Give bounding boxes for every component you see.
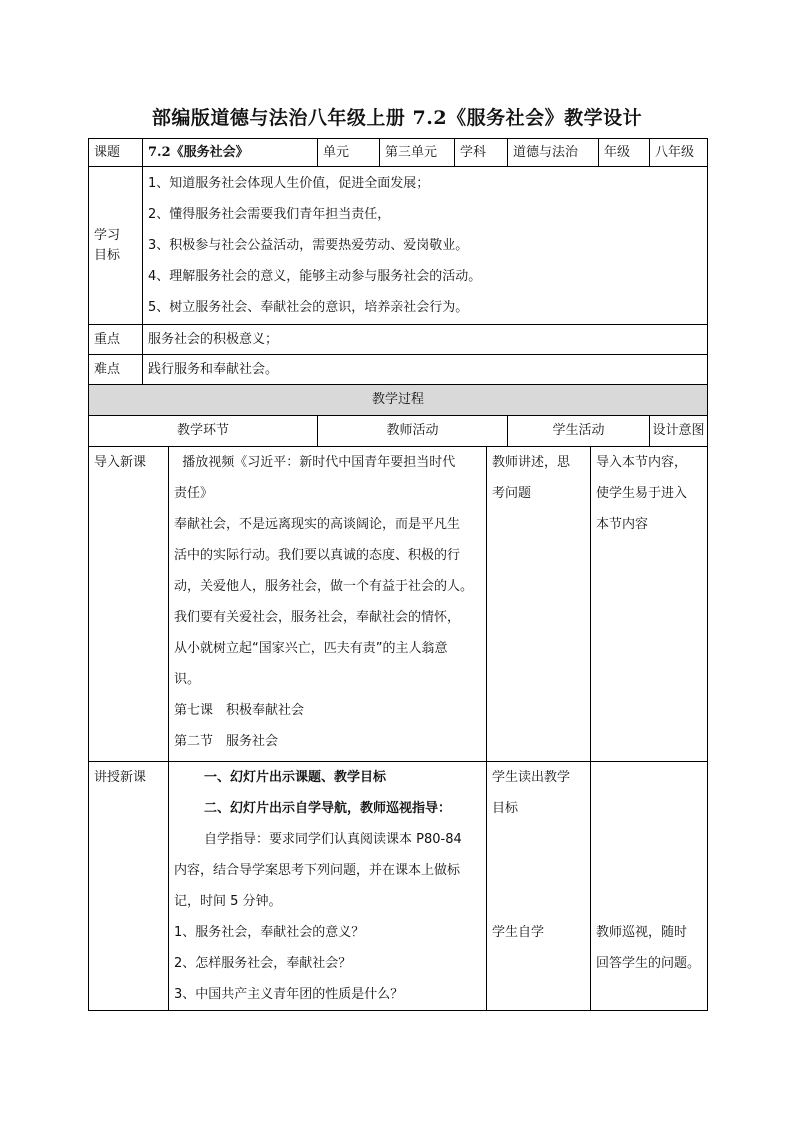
text-line: 二、幻灯片出示自学导航，教师巡视指导： (204, 801, 452, 816)
text-line: 动，关爱他人，服务社会，做一个有益于社会的人。 (174, 579, 474, 594)
dan-yuan-value: 第三单元 (380, 139, 455, 167)
xue-ke-value: 道德与法治 (508, 139, 599, 167)
objective-item: 5、树立服务社会、奉献社会的意识，培养亲社会行为。 (148, 300, 469, 315)
objectives-label (89, 167, 143, 325)
text-line: 内容，结合导学案思考下列问题，并在课本上做标 (174, 863, 461, 878)
objectives-row (89, 167, 708, 325)
intro-teacher-activity (169, 447, 487, 762)
text-line: 目标 (492, 801, 519, 816)
ke-ti-value: 7.2《服务社会》 (143, 139, 318, 167)
text-line: 识。 (174, 672, 201, 687)
col-header-intent: 设计意图 (650, 416, 708, 447)
text-line: 2、怎样服务社会，奉献社会？ (174, 956, 352, 971)
dan-yuan-label: 单元 (318, 139, 380, 167)
intro-student-activity (487, 447, 591, 762)
text-line: 学生自学 (492, 925, 545, 940)
objectives-label-line2: 目标 (94, 247, 121, 263)
col-header-student: 学生活动 (508, 416, 650, 447)
text-line: 考问题 (492, 486, 532, 501)
col-header-stage: 教学环节 (89, 416, 318, 447)
col-header-teacher: 教师活动 (318, 416, 508, 447)
text-line: 使学生易于进入 (596, 486, 688, 501)
text-line: 第二节 服务社会 (174, 734, 279, 749)
lecture-stage: 讲授新课 (89, 762, 169, 1011)
process-table (88, 446, 708, 1011)
lecture-teacher-activity (169, 762, 487, 1011)
objective-item: 4、理解服务社会的意义，能够主动参与服务社会的活动。 (148, 269, 482, 284)
text-line: 记，时间 5 分钟。 (174, 894, 282, 909)
key-point-row (89, 325, 708, 355)
objective-item: 1、知道服务社会体现人生价值，促进全面发展； (148, 176, 430, 191)
lecture-row (89, 762, 708, 1011)
text-line: 教师讲述，思 (492, 455, 571, 470)
ke-ti-label: 课题 (89, 139, 143, 167)
text-line: 活中的实际行动。我们要以真诚的态度、积极的行 (174, 548, 461, 563)
difficulty-value: 践行服务和奉献社会。 (143, 355, 708, 385)
header-row (89, 139, 708, 167)
difficulty-row (89, 355, 708, 385)
text-line: 我们要有关爱社会，服务社会，奉献社会的情怀， (174, 610, 461, 625)
text-line: 学生读出教学 (492, 770, 571, 785)
intro-row (89, 447, 708, 762)
intro-stage: 导入新课 (89, 447, 169, 762)
key-point-value: 服务社会的积极意义； (143, 325, 708, 355)
text-line: 教师巡视，随时 (596, 925, 688, 940)
text-line: 回答学生的问题。 (596, 956, 701, 971)
text-line: 第七课 积极奉献社会 (174, 703, 305, 718)
lecture-student-activity (487, 762, 591, 1011)
process-title-row (89, 385, 708, 416)
column-header-row (89, 416, 708, 447)
nian-ji-value: 八年级 (650, 139, 708, 167)
text-line: 1、服务社会，奉献社会的意义？ (174, 925, 365, 940)
text-line: 奉献社会，不是远离现实的高谈阔论，而是平凡生 (174, 517, 461, 532)
text-line: 3、中国共产主义青年团的性质是什么？ (174, 987, 404, 1002)
intro-design-intent (591, 447, 708, 762)
objective-item: 3、积极参与社会公益活动，需要热爱劳动、爱岗敬业。 (148, 238, 469, 253)
lesson-plan-table (88, 138, 708, 447)
text-line: 本节内容 (596, 517, 649, 532)
document-title: 部编版道德与法治八年级上册 7.2《服务社会》教学设计 (151, 107, 643, 129)
objectives-content (143, 167, 708, 325)
text-line: 导入本节内容， (596, 455, 688, 470)
lecture-design-intent (591, 762, 708, 1011)
text-line: 自学指导：要求同学们认真阅读课本 P80-84 (204, 832, 462, 847)
text-line: 从小就树立起“国家兴亡，匹夫有责”的主人翁意 (174, 641, 448, 656)
objectives-label-line1: 学习 (94, 227, 121, 243)
nian-ji-label: 年级 (599, 139, 650, 167)
text-line: 责任》 (174, 486, 214, 501)
process-section-title: 教学过程 (89, 385, 708, 416)
difficulty-label: 难点 (89, 355, 143, 385)
xue-ke-label: 学科 (455, 139, 508, 167)
key-point-label: 重点 (89, 325, 143, 355)
text-line: 一、幻灯片出示课题、教学目标 (204, 770, 387, 785)
objective-item: 2、懂得服务社会需要我们青年担当责任， (148, 207, 391, 222)
text-line: 播放视频《习近平：新时代中国青年要担当时代 (174, 455, 456, 470)
